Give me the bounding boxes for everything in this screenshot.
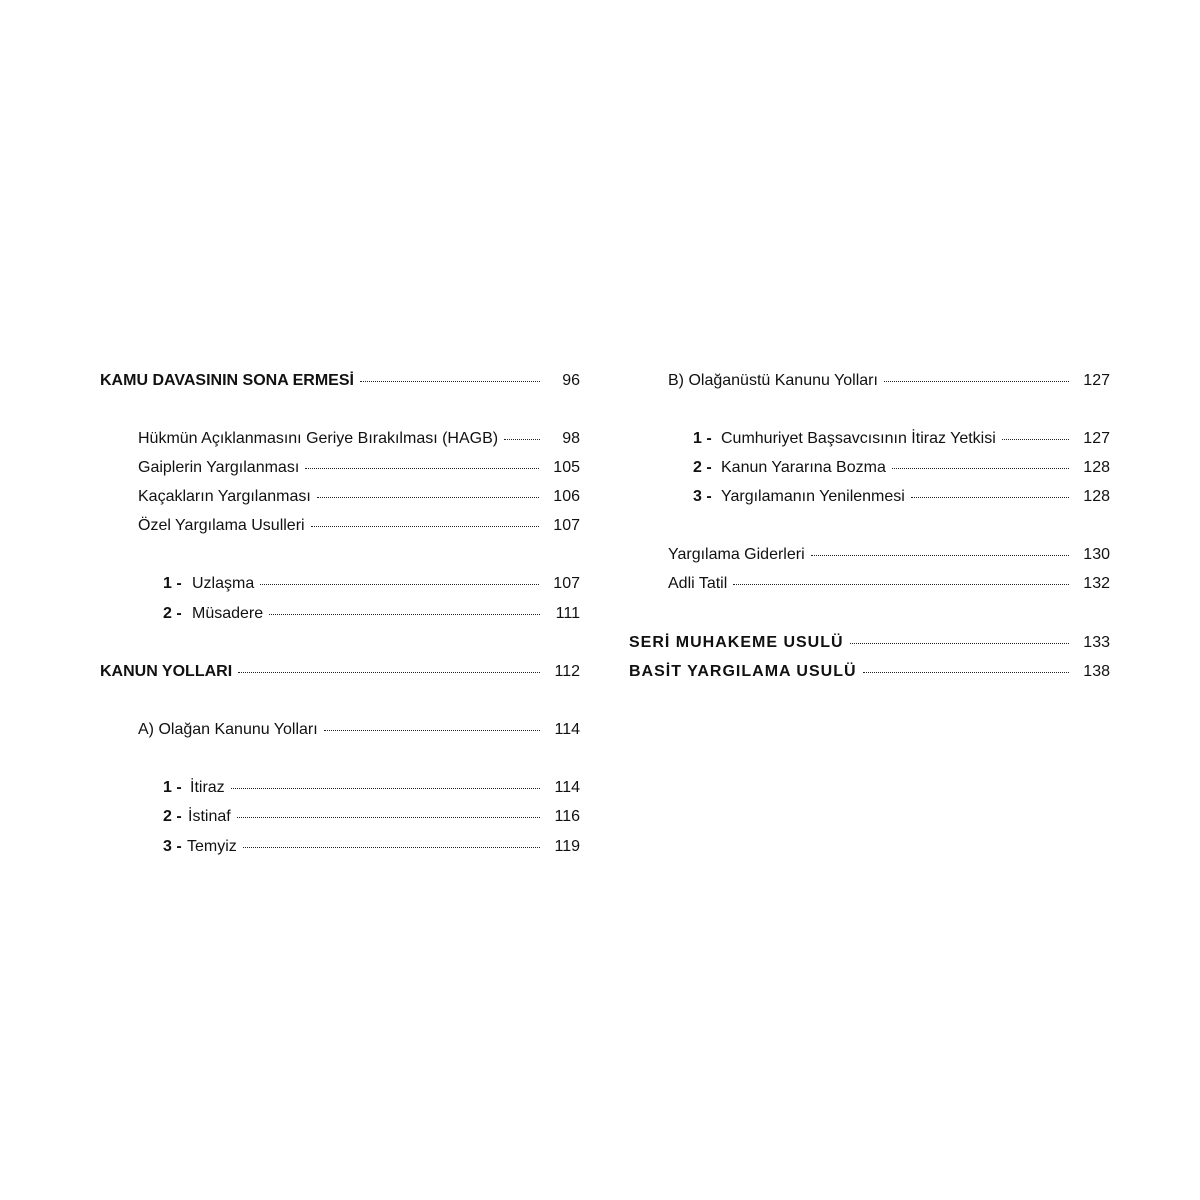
- toc-entry-label: Kanun Yararına Bozma: [721, 459, 886, 476]
- toc-entry-page: 107: [553, 575, 580, 592]
- toc-entry-page: 96: [562, 372, 580, 389]
- dot-leader: [231, 787, 540, 789]
- toc-entry-label: Uzlaşma: [192, 575, 255, 592]
- dot-leader: [305, 467, 539, 469]
- dot-leader: [911, 496, 1069, 498]
- dot-leader: [504, 438, 540, 440]
- dot-leader: [863, 671, 1070, 673]
- toc-entry-label: İtiraz: [190, 779, 225, 796]
- toc-entry-page: 133: [1083, 634, 1110, 651]
- toc-entry-page: 105: [553, 459, 580, 476]
- toc-entry[interactable]: [668, 544, 1110, 566]
- dot-leader: [317, 496, 539, 498]
- toc-entry-label: A) Olağan Kanunu Yolları: [138, 721, 318, 738]
- dot-leader: [892, 467, 1069, 469]
- toc-entry-page: 128: [1083, 488, 1110, 505]
- toc-subentry[interactable]: [163, 806, 580, 828]
- toc-entry-label: İstinaf: [188, 808, 231, 825]
- toc-entry-number: 2 -: [163, 605, 182, 622]
- toc-entry[interactable]: [138, 515, 580, 537]
- toc-entry[interactable]: [138, 719, 580, 741]
- toc-entry-page: 107: [553, 517, 580, 534]
- dot-leader: [360, 380, 540, 382]
- toc-entry-label: Yargılama Giderleri: [668, 546, 805, 563]
- toc-entry-label: Temyiz: [187, 838, 237, 855]
- toc-subentry[interactable]: [163, 836, 580, 858]
- toc-entry-label: Hükmün Açıklanmasını Geriye Bırakılması (HAGB): [138, 430, 499, 447]
- toc-entry-page: 98: [562, 430, 580, 447]
- toc-entry-label: Cumhuriyet Başsavcısının İtiraz Yetkisi: [721, 430, 996, 447]
- toc-entry-page: 114: [554, 779, 580, 796]
- dot-leader: [850, 642, 1070, 644]
- toc-entry-page: 128: [1083, 459, 1110, 476]
- dot-leader: [243, 846, 540, 848]
- toc-entry-label: Adli Tatil: [668, 575, 728, 592]
- toc-entry-number: 1 -: [693, 430, 712, 447]
- dot-leader: [269, 613, 540, 615]
- toc-entry-label: Kaçakların Yargılanması: [138, 488, 311, 505]
- toc-entry-number: 1 -: [163, 575, 182, 592]
- dot-leader: [260, 583, 539, 585]
- toc-entry-label: SERİ MUHAKEME USULÜ: [629, 634, 844, 651]
- toc-entry-page: 114: [554, 721, 580, 738]
- toc-subentry[interactable]: [693, 428, 1110, 450]
- toc-entry-heading[interactable]: [629, 661, 1110, 683]
- toc-subentry[interactable]: [163, 603, 580, 625]
- dot-leader: [311, 525, 540, 527]
- toc-entry-label: KANUN YOLLARI: [100, 663, 233, 680]
- dot-leader: [238, 671, 540, 673]
- toc-entry-number: 3 -: [163, 838, 182, 855]
- toc-entry[interactable]: [668, 573, 1110, 595]
- toc-entry[interactable]: [138, 428, 580, 450]
- toc-entry-page: 119: [554, 838, 580, 855]
- toc-entry-number: 1 -: [163, 779, 182, 796]
- dot-leader: [324, 729, 540, 731]
- toc-entry-page: 116: [554, 808, 580, 825]
- toc-subentry[interactable]: [163, 573, 580, 595]
- toc-entry-heading[interactable]: [100, 661, 580, 683]
- toc-entry[interactable]: [138, 457, 580, 479]
- toc-entry-number: 2 -: [693, 459, 712, 476]
- toc-entry-page: 138: [1083, 663, 1110, 680]
- toc-entry-heading[interactable]: [100, 370, 580, 392]
- dot-leader: [1002, 438, 1070, 440]
- toc-entry-number: 3 -: [693, 488, 712, 505]
- toc-entry-page: 130: [1083, 546, 1110, 563]
- dot-leader: [733, 583, 1069, 585]
- toc-entry-label: Gaiplerin Yargılanması: [138, 459, 300, 476]
- toc-entry[interactable]: [668, 370, 1110, 392]
- toc-subentry[interactable]: [693, 457, 1110, 479]
- toc-entry-label: KAMU DAVASININ SONA ERMESİ: [100, 372, 354, 389]
- toc-subentry[interactable]: [163, 777, 580, 799]
- toc-entry-page: 111: [555, 605, 580, 622]
- toc-entry-label: Müsadere: [192, 605, 264, 622]
- toc-entry-page: 127: [1083, 430, 1110, 447]
- toc-entry-label: B) Olağanüstü Kanunu Yolları: [668, 372, 878, 389]
- toc-subentry[interactable]: [693, 486, 1110, 508]
- toc-entry-label: Yargılamanın Yenilenmesi: [721, 488, 905, 505]
- toc-entry-page: 127: [1083, 372, 1110, 389]
- dot-leader: [237, 816, 540, 818]
- toc-entry-page: 112: [554, 663, 580, 680]
- toc-entry-page: 106: [553, 488, 580, 505]
- toc-entry-page: 132: [1083, 575, 1110, 592]
- toc-entry-heading[interactable]: [629, 632, 1110, 654]
- dot-leader: [884, 380, 1069, 382]
- toc-entry-label: Özel Yargılama Usulleri: [138, 517, 305, 534]
- dot-leader: [811, 554, 1070, 556]
- toc-entry[interactable]: [138, 486, 580, 508]
- toc-entry-label: BASİT YARGILAMA USULÜ: [629, 663, 857, 680]
- toc-entry-number: 2 -: [163, 808, 182, 825]
